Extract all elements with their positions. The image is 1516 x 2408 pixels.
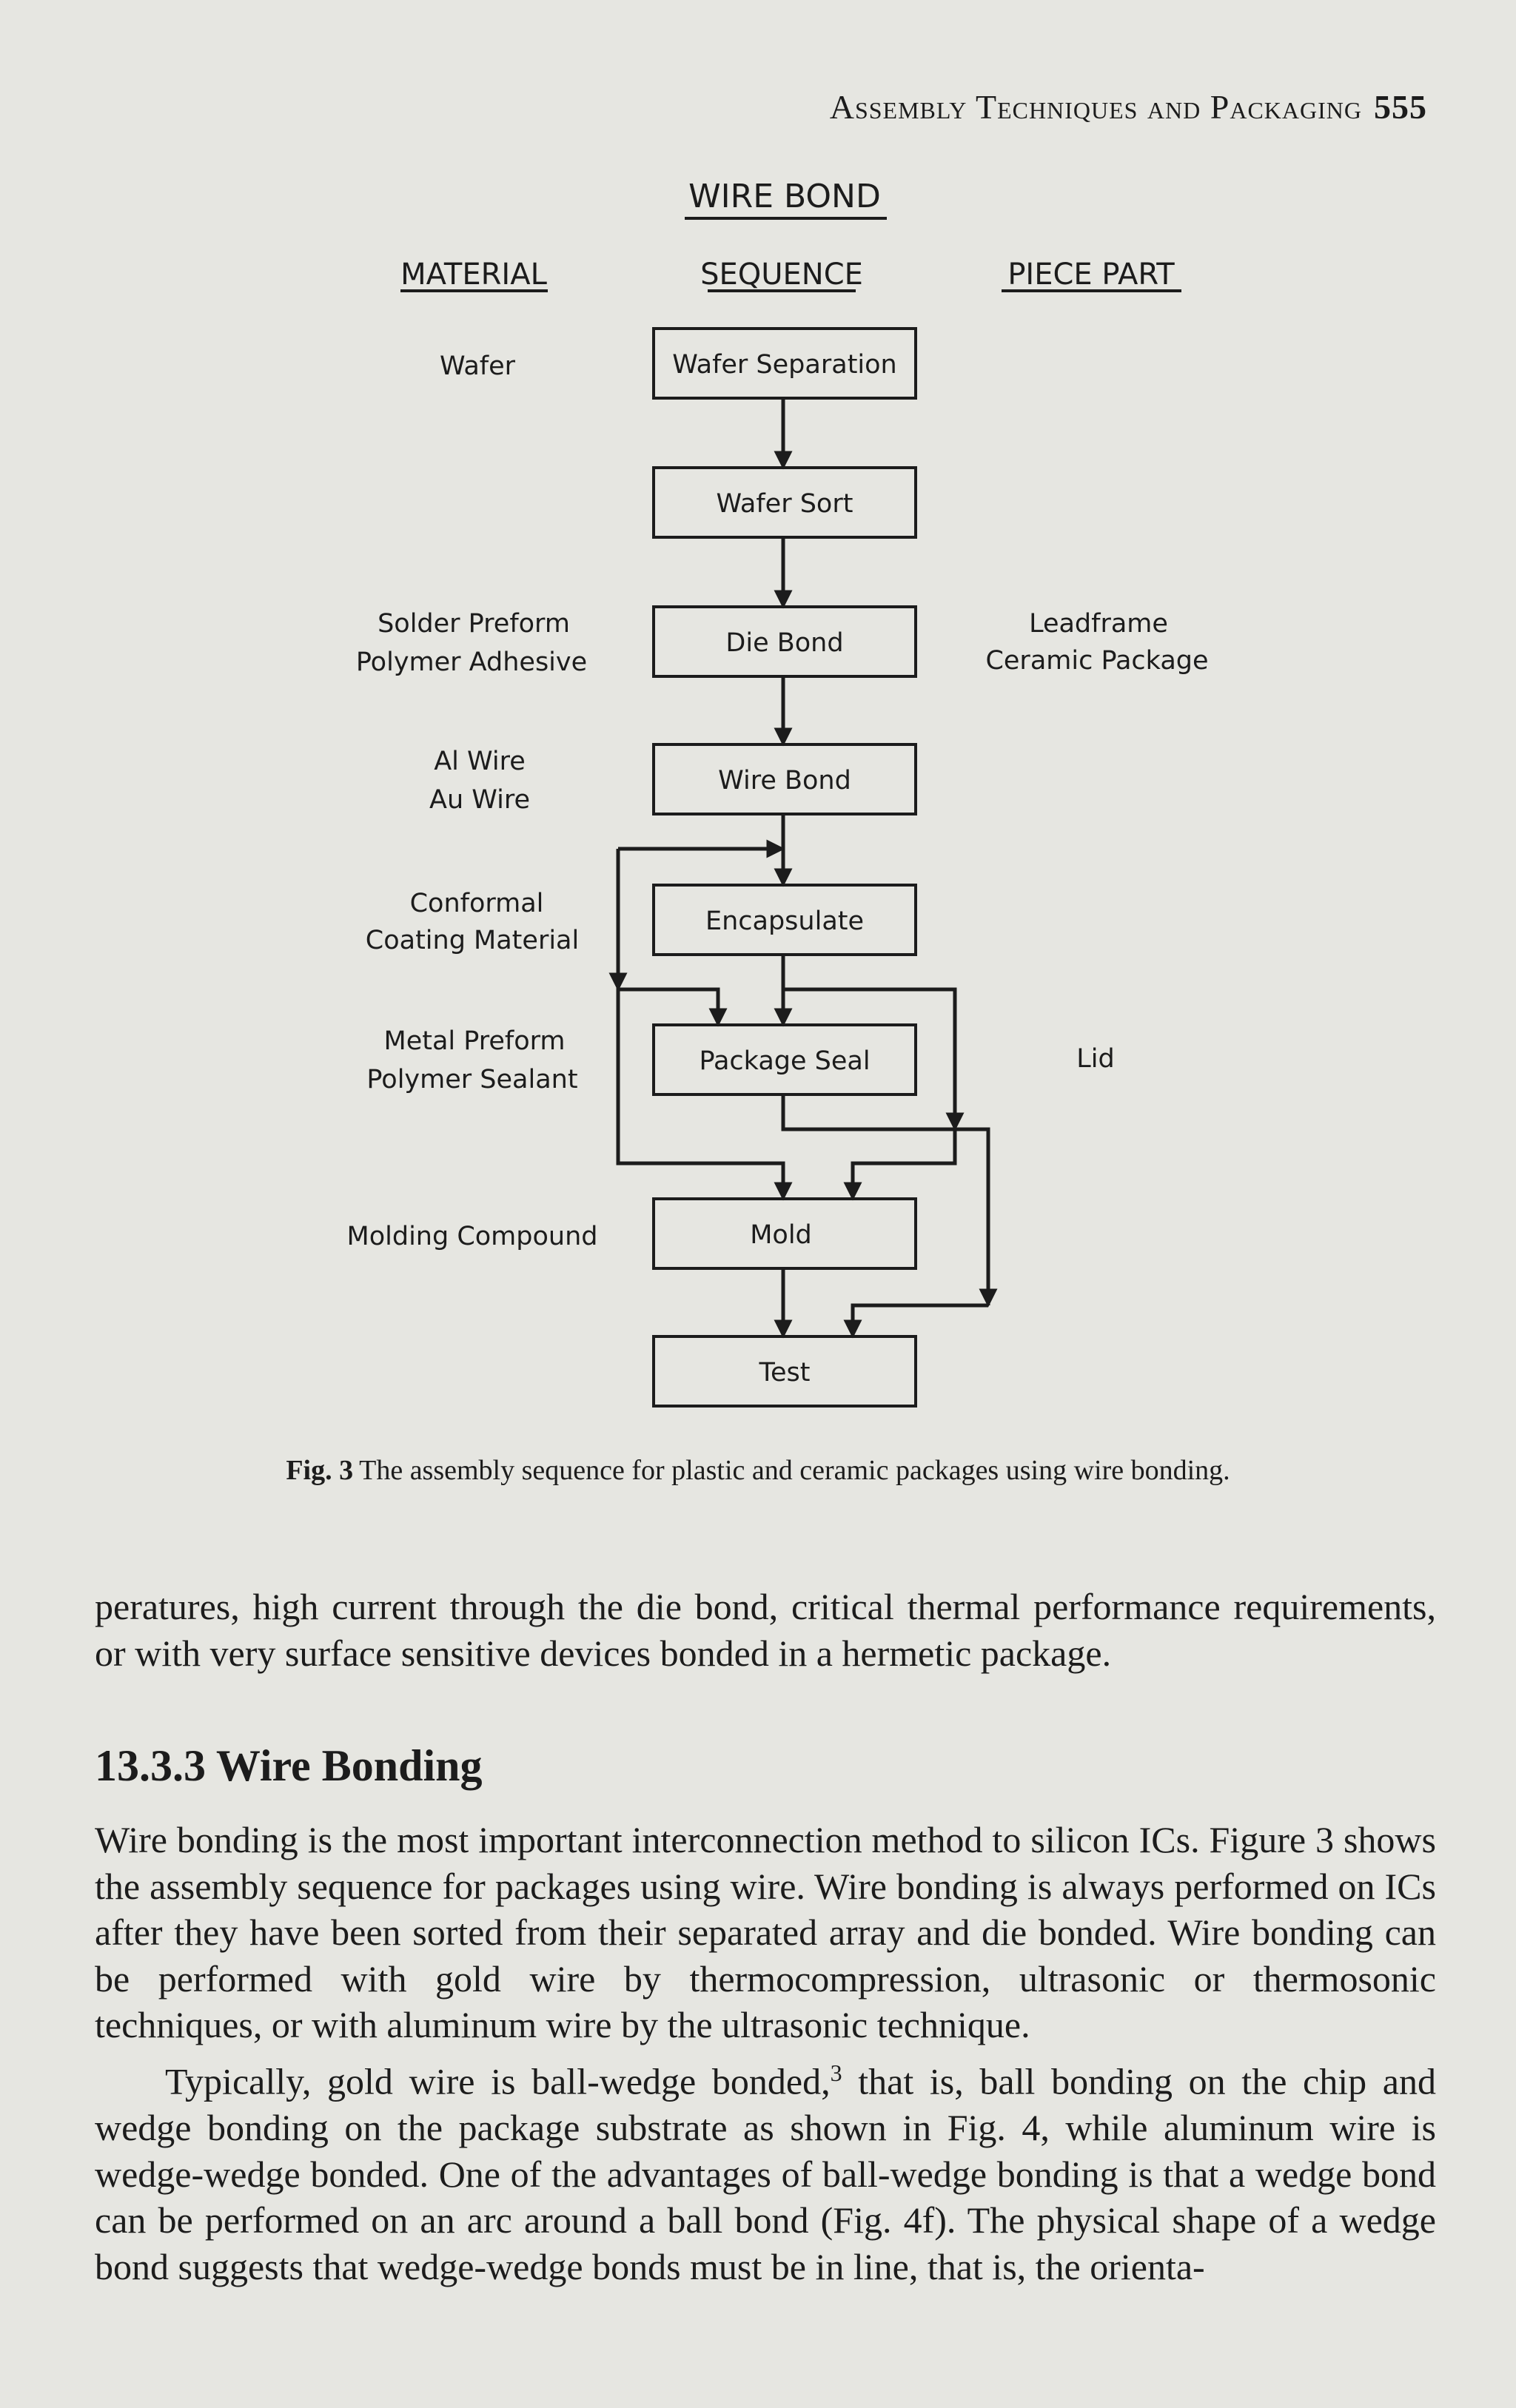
material-coating-material: Coating Material <box>365 926 580 955</box>
figure-label: Fig. 3 <box>286 1455 354 1486</box>
column-header-material: MATERIAL <box>400 258 547 292</box>
step-label-wire-bond: Wire Bond <box>718 766 851 796</box>
material-polymer-adhesive: Polymer Adhesive <box>355 648 588 677</box>
paragraph-continuation: peratures, high current through the die bond, critical thermal performance requirements, or with very surface sensitive devices bonded in a hermetic package. <box>95 1586 1436 1674</box>
material-metal-preform: Metal Preform <box>383 1026 566 1056</box>
piece-part-ceramic-package: Ceramic Package <box>985 646 1209 676</box>
material-wafer: Wafer <box>439 352 516 381</box>
page-number: 555 <box>1374 88 1427 126</box>
material-conformal: Conformal <box>409 889 544 918</box>
paragraph-ball-wedge <box>95 2050 1436 2290</box>
running-title: Assembly Techniques and Packaging <box>829 88 1362 126</box>
step-label-wafer-separation: Wafer Separation <box>672 350 897 380</box>
reference-marker: 3 <box>830 2059 842 2086</box>
step-label-mold: Mold <box>750 1220 812 1250</box>
column-header-sequence: SEQUENCE <box>700 258 863 292</box>
figure-caption <box>0 1454 1516 1487</box>
section-heading: 13.3.3 Wire Bonding <box>95 1741 483 1790</box>
diagram-title: WIRE BOND <box>688 178 881 215</box>
paragraph-wire-bonding-intro: Wire bonding is the most important interconnection method to silicon ICs. Figure 3 shows the assembly sequence for packages using wire. Wire bonding is always performed on ICs after they have been sorted from their separated array and die bonded. Wire bonding can be performed with gold wire by thermocompression, ultrasonic or thermosonic techniques, or with aluminum wire by the ultrasonic technique. <box>95 1819 1436 2045</box>
step-label-encapsulate: Encapsulate <box>705 907 865 936</box>
piece-part-lid: Lid <box>1076 1044 1115 1074</box>
piece-part-leadframe: Leadframe <box>1029 609 1168 639</box>
step-label-wafer-sort: Wafer Sort <box>716 489 853 519</box>
material-al-wire: Al Wire <box>434 747 526 776</box>
material-solder-preform: Solder Preform <box>378 609 570 639</box>
caption-text: The assembly sequence for plastic and ceramic packages using wire bonding. <box>359 1455 1230 1486</box>
step-label-die-bond: Die Bond <box>725 628 844 658</box>
flow-arrows <box>618 398 988 1336</box>
step-label-test: Test <box>759 1358 811 1388</box>
paragraph-ball-wedge-rest: that is, ball bonding on the chip and wedge bonding on the package substrate as shown in Fig. 4, while aluminum wire is wedge-wedge bonded. One of the advantages of ball-wedge bonding is that a wedge bond can be performed on an arc around a ball bond (Fig. 4f). The physical shape of a wedge bond suggests that wedge-wedge bonds must be in line, that is, the orienta- <box>95 2060 1436 2287</box>
material-molding-compound: Molding Compound <box>346 1222 598 1251</box>
step-label-package-seal: Package Seal <box>699 1046 871 1076</box>
material-polymer-sealant: Polymer Sealant <box>366 1065 578 1094</box>
material-au-wire: Au Wire <box>429 785 530 815</box>
paragraph-ball-wedge-start: Typically, gold wire is ball-wedge bonded, <box>165 2060 831 2102</box>
column-header-piece-part: PIECE PART <box>1007 258 1175 292</box>
